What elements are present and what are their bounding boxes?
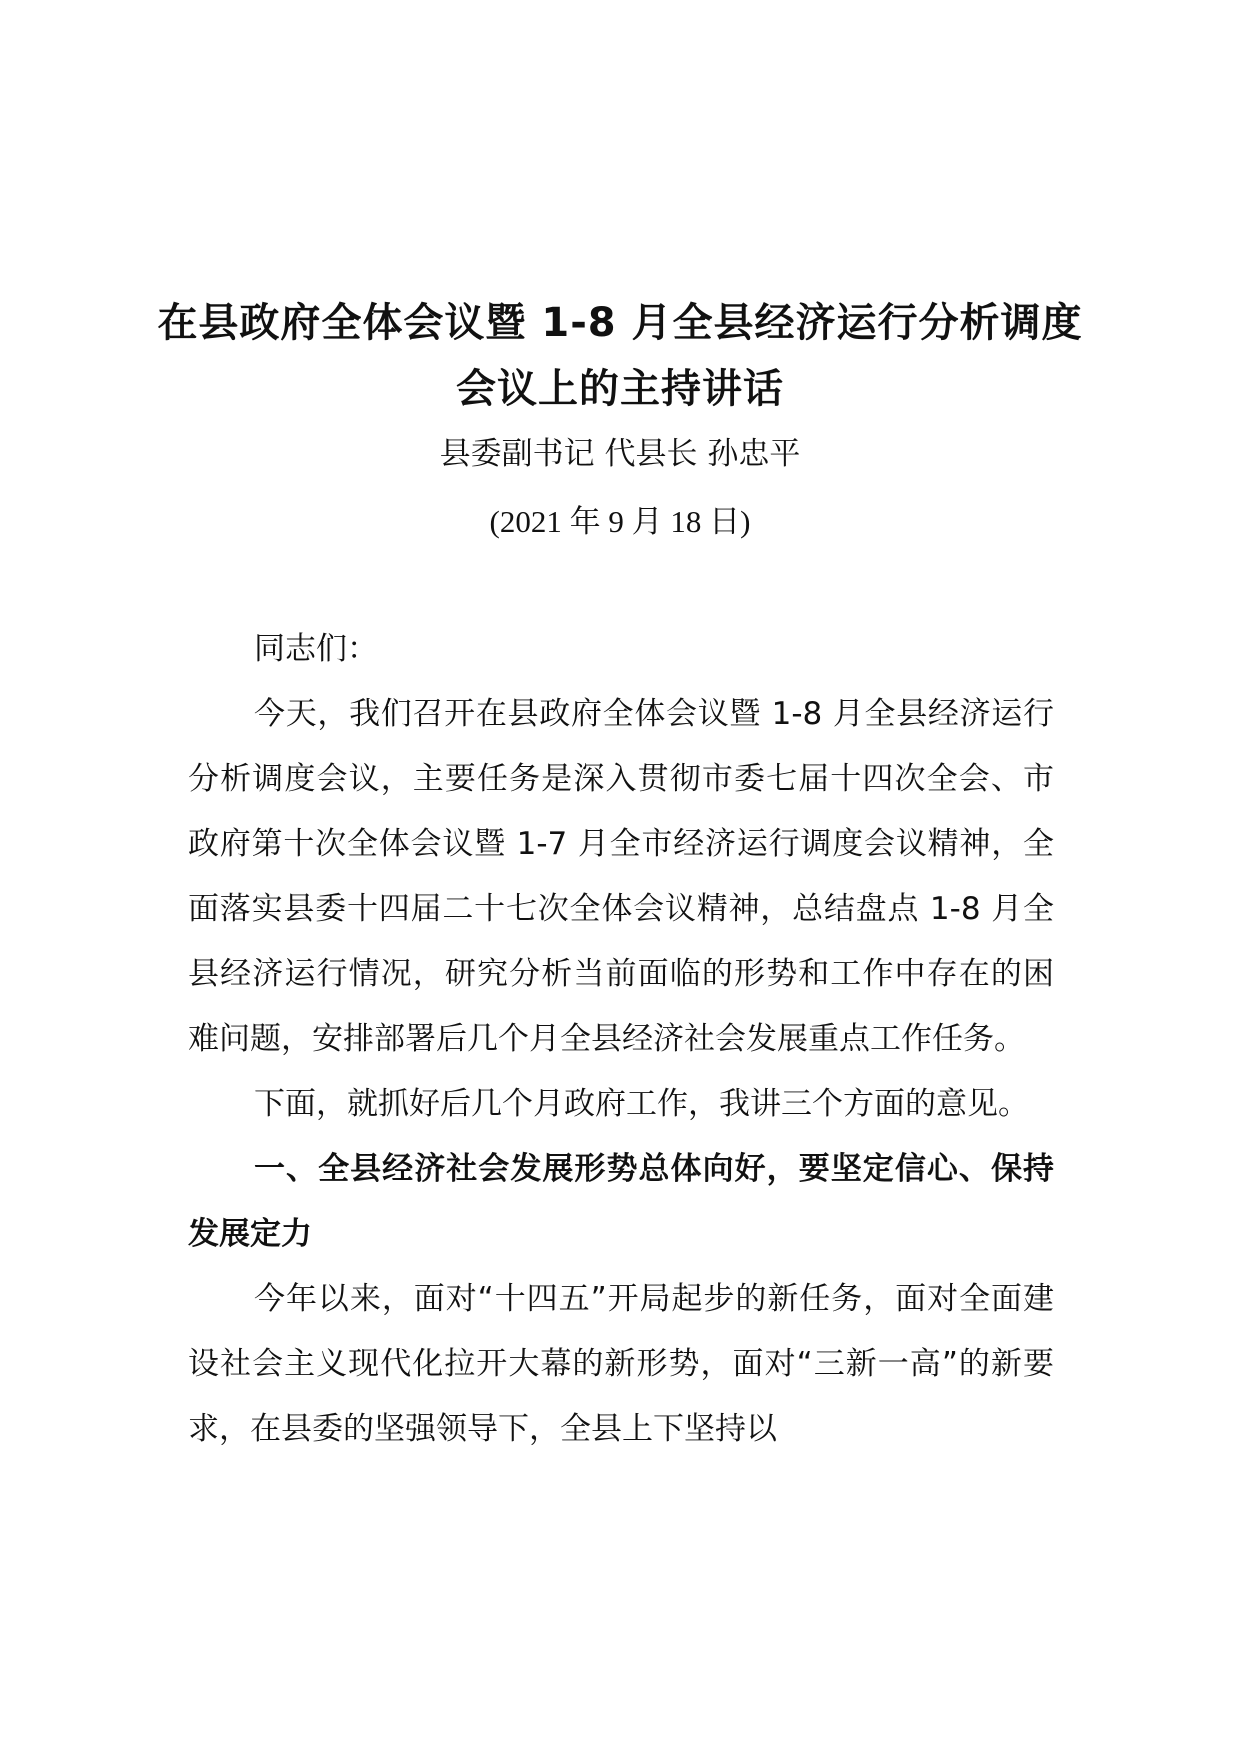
body-paragraph: 下面，就抓好后几个月政府工作，我讲三个方面的意见。 <box>254 1086 1029 1122</box>
document-body <box>188 617 1054 1462</box>
speech-date: (2021 年 9 月 18 日) <box>489 504 751 539</box>
salutation: 同志们： <box>254 631 378 667</box>
body-paragraph: 今天，我们召开在县政府全体会议暨 1-8 月全县经济运行分析调度会议，主要任务是深入贯彻市委七届十四次全会、市政府第十次全体会议暨 1-7 月全市经济运行调度会议精神，全面落实县委十四届二十七次全体会议精神，总结盘点 1-8 月全县经济运行情况，研究分析当前面临的形势和工作中存在的困难问题，安排部署后几个月全县经济社会发展重点工作任务。 <box>188 696 1054 1057</box>
speaker-byline: 县委副书记 代县长 孙忠平 <box>439 436 801 472</box>
document-title: 在县政府全体会议暨 1-8 月全县经济运行分析调度会议上的主持讲话 <box>157 300 1083 412</box>
section-heading: 一、全县经济社会发展形势总体向好，要坚定信心、保持发展定力 <box>188 1151 1054 1252</box>
body-paragraph: 今年以来，面对“十四五”开局起步的新任务，面对全面建设社会主义现代化拉开大幕的新形势，面对“三新一高”的新要求，在县委的坚强领导下，全县上下坚持以 <box>188 1281 1054 1447</box>
